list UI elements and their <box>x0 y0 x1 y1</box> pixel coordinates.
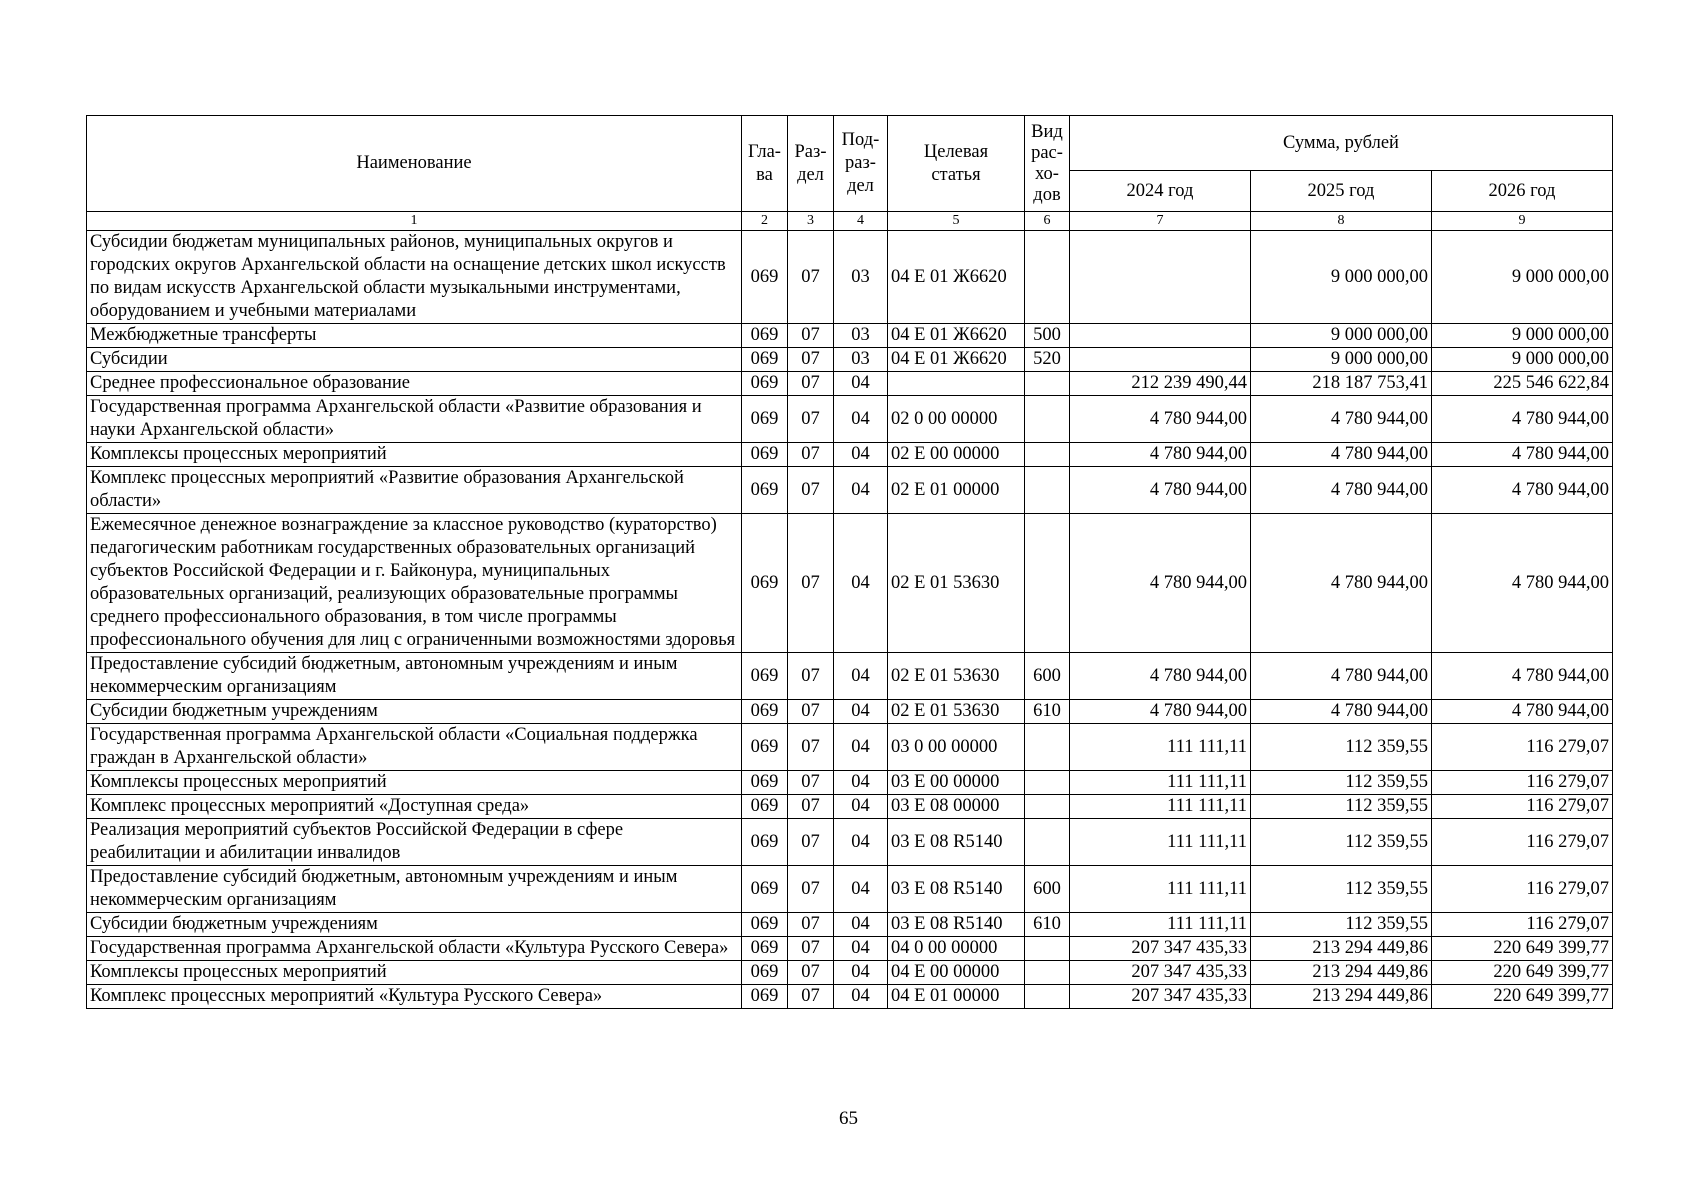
row-podrazdel: 04 <box>834 724 888 771</box>
row-amount-2024: 207 347 435,33 <box>1070 985 1251 1009</box>
column-number: 8 <box>1251 212 1432 231</box>
row-amount-2025: 4 780 944,00 <box>1251 443 1432 467</box>
column-number-row <box>87 212 1613 231</box>
header-razdel: Раз- дел <box>788 116 834 212</box>
row-name: Ежемесячное денежное вознаграждение за классное руководство (кураторство) педагогическим работникам государственных образовательных организаций субъектов Российской Федерации и г. Байконура, муниципальных образовательных организаций, реализующих образовательные программы среднего профессионального образования, в том числе программы профессионального обучения для лиц с ограниченными возможностями здоровья <box>87 514 742 653</box>
row-glava: 069 <box>742 819 788 866</box>
row-amount-2024: 4 780 944,00 <box>1070 396 1251 443</box>
row-name: Комплексы процессных мероприятий <box>87 771 742 795</box>
row-glava: 069 <box>742 795 788 819</box>
row-podrazdel: 04 <box>834 771 888 795</box>
column-number: 5 <box>888 212 1025 231</box>
row-target-article: 02 Е 01 53630 <box>888 653 1025 700</box>
row-podrazdel: 04 <box>834 700 888 724</box>
row-expense-type <box>1025 937 1070 961</box>
header-podrazdel: Под- раз- дел <box>834 116 888 212</box>
row-amount-2025: 9 000 000,00 <box>1251 348 1432 372</box>
row-amount-2026: 116 279,07 <box>1432 913 1613 937</box>
row-name: Субсидии бюджетным учреждениям <box>87 700 742 724</box>
row-expense-type <box>1025 372 1070 396</box>
row-amount-2025: 112 359,55 <box>1251 724 1432 771</box>
row-glava: 069 <box>742 653 788 700</box>
row-amount-2025: 4 780 944,00 <box>1251 467 1432 514</box>
column-number: 7 <box>1070 212 1251 231</box>
table-row <box>87 913 1613 937</box>
row-amount-2025: 4 780 944,00 <box>1251 700 1432 724</box>
row-name: Государственная программа Архангельской области «Развитие образования и науки Архангельской области» <box>87 396 742 443</box>
row-amount-2026: 225 546 622,84 <box>1432 372 1613 396</box>
row-target-article: 04 Е 01 Ж6620 <box>888 348 1025 372</box>
row-name: Государственная программа Архангельской области «Культура Русского Севера» <box>87 937 742 961</box>
row-amount-2026: 9 000 000,00 <box>1432 348 1613 372</box>
table-row <box>87 771 1613 795</box>
row-expense-type <box>1025 961 1070 985</box>
column-number: 3 <box>788 212 834 231</box>
row-amount-2024: 111 111,11 <box>1070 771 1251 795</box>
row-name: Субсидии бюджетным учреждениям <box>87 913 742 937</box>
row-razdel: 07 <box>788 961 834 985</box>
column-number: 1 <box>87 212 742 231</box>
row-glava: 069 <box>742 985 788 1009</box>
row-glava: 069 <box>742 324 788 348</box>
row-glava: 069 <box>742 443 788 467</box>
row-glava: 069 <box>742 724 788 771</box>
row-target-article: 02 Е 00 00000 <box>888 443 1025 467</box>
column-number: 9 <box>1432 212 1613 231</box>
row-name: Межбюджетные трансферты <box>87 324 742 348</box>
table-row <box>87 724 1613 771</box>
row-amount-2026: 116 279,07 <box>1432 795 1613 819</box>
row-razdel: 07 <box>788 795 834 819</box>
row-expense-type: 610 <box>1025 913 1070 937</box>
row-razdel: 07 <box>788 396 834 443</box>
row-podrazdel: 04 <box>834 866 888 913</box>
row-podrazdel: 04 <box>834 514 888 653</box>
row-podrazdel: 04 <box>834 961 888 985</box>
row-amount-2025: 213 294 449,86 <box>1251 985 1432 1009</box>
row-amount-2026: 9 000 000,00 <box>1432 231 1613 324</box>
row-amount-2026: 116 279,07 <box>1432 724 1613 771</box>
row-razdel: 07 <box>788 372 834 396</box>
row-podrazdel: 04 <box>834 653 888 700</box>
row-amount-2025: 213 294 449,86 <box>1251 937 1432 961</box>
row-name: Комплекс процессных мероприятий «Культура Русского Севера» <box>87 985 742 1009</box>
row-amount-2024: 4 780 944,00 <box>1070 653 1251 700</box>
row-amount-2026: 116 279,07 <box>1432 771 1613 795</box>
row-expense-type <box>1025 795 1070 819</box>
table-row <box>87 819 1613 866</box>
table-row <box>87 985 1613 1009</box>
row-podrazdel: 03 <box>834 324 888 348</box>
row-target-article: 03 Е 08 R5140 <box>888 866 1025 913</box>
row-expense-type <box>1025 819 1070 866</box>
row-amount-2024: 111 111,11 <box>1070 724 1251 771</box>
row-target-article: 03 Е 00 00000 <box>888 771 1025 795</box>
row-amount-2026: 9 000 000,00 <box>1432 324 1613 348</box>
row-target-article: 02 Е 01 53630 <box>888 700 1025 724</box>
row-podrazdel: 04 <box>834 467 888 514</box>
row-podrazdel: 04 <box>834 372 888 396</box>
column-number: 6 <box>1025 212 1070 231</box>
column-number: 2 <box>742 212 788 231</box>
row-razdel: 07 <box>788 866 834 913</box>
row-amount-2026: 4 780 944,00 <box>1432 700 1613 724</box>
row-razdel: 07 <box>788 937 834 961</box>
row-target-article: 02 Е 01 00000 <box>888 467 1025 514</box>
row-target-article: 02 0 00 00000 <box>888 396 1025 443</box>
row-razdel: 07 <box>788 514 834 653</box>
row-razdel: 07 <box>788 231 834 324</box>
header-year-2026: 2026 год <box>1432 171 1613 212</box>
row-expense-type: 600 <box>1025 653 1070 700</box>
table-row <box>87 866 1613 913</box>
row-glava: 069 <box>742 913 788 937</box>
table-row <box>87 961 1613 985</box>
row-amount-2026: 220 649 399,77 <box>1432 937 1613 961</box>
table-body <box>87 231 1613 1009</box>
row-target-article: 03 Е 08 00000 <box>888 795 1025 819</box>
row-expense-type <box>1025 724 1070 771</box>
header-year-2025: 2025 год <box>1251 171 1432 212</box>
row-amount-2024 <box>1070 231 1251 324</box>
row-amount-2025: 4 780 944,00 <box>1251 653 1432 700</box>
row-glava: 069 <box>742 396 788 443</box>
table-row <box>87 443 1613 467</box>
row-name: Комплекс процессных мероприятий «Доступная среда» <box>87 795 742 819</box>
row-expense-type <box>1025 771 1070 795</box>
table-row <box>87 653 1613 700</box>
table-row <box>87 396 1613 443</box>
row-amount-2024: 111 111,11 <box>1070 819 1251 866</box>
row-razdel: 07 <box>788 348 834 372</box>
table-row <box>87 514 1613 653</box>
row-name: Государственная программа Архангельской области «Социальная поддержка граждан в Архангельской области» <box>87 724 742 771</box>
row-target-article: 02 Е 01 53630 <box>888 514 1025 653</box>
row-razdel: 07 <box>788 724 834 771</box>
row-name: Субсидии <box>87 348 742 372</box>
row-amount-2024: 4 780 944,00 <box>1070 700 1251 724</box>
row-podrazdel: 04 <box>834 795 888 819</box>
row-amount-2026: 4 780 944,00 <box>1432 396 1613 443</box>
table-row <box>87 348 1613 372</box>
row-razdel: 07 <box>788 653 834 700</box>
row-glava: 069 <box>742 771 788 795</box>
row-amount-2024: 207 347 435,33 <box>1070 961 1251 985</box>
row-podrazdel: 04 <box>834 819 888 866</box>
row-target-article: 04 Е 01 00000 <box>888 985 1025 1009</box>
row-razdel: 07 <box>788 985 834 1009</box>
row-name: Комплексы процессных мероприятий <box>87 961 742 985</box>
row-razdel: 07 <box>788 324 834 348</box>
table-row <box>87 795 1613 819</box>
row-expense-type <box>1025 231 1070 324</box>
row-razdel: 07 <box>788 771 834 795</box>
row-glava: 069 <box>742 961 788 985</box>
row-name: Реализация мероприятий субъектов Российской Федерации в сфере реабилитации и абилитации инвалидов <box>87 819 742 866</box>
row-amount-2024: 111 111,11 <box>1070 913 1251 937</box>
row-amount-2025: 112 359,55 <box>1251 819 1432 866</box>
row-amount-2025: 218 187 753,41 <box>1251 372 1432 396</box>
row-amount-2026: 4 780 944,00 <box>1432 514 1613 653</box>
row-expense-type <box>1025 985 1070 1009</box>
row-amount-2026: 4 780 944,00 <box>1432 443 1613 467</box>
table-row <box>87 231 1613 324</box>
row-name: Субсидии бюджетам муниципальных районов, муниципальных округов и городских округов Архангельской области на оснащение детских школ искусств по видам искусств Архангельской области музыкальными инструментами, оборудованием и учебными материалами <box>87 231 742 324</box>
row-amount-2024: 4 780 944,00 <box>1070 514 1251 653</box>
row-glava: 069 <box>742 700 788 724</box>
row-glava: 069 <box>742 514 788 653</box>
row-name: Предоставление субсидий бюджетным, автономным учреждениям и иным некоммерческим организациям <box>87 866 742 913</box>
header-target-article: Целевая статья <box>888 116 1025 212</box>
row-amount-2024: 4 780 944,00 <box>1070 467 1251 514</box>
row-glava: 069 <box>742 372 788 396</box>
row-glava: 069 <box>742 937 788 961</box>
table-row <box>87 467 1613 514</box>
row-target-article: 03 Е 08 R5140 <box>888 913 1025 937</box>
page-number: 65 <box>839 1108 858 1129</box>
row-target-article: 04 Е 01 Ж6620 <box>888 231 1025 324</box>
row-podrazdel: 03 <box>834 348 888 372</box>
row-name: Комплекс процессных мероприятий «Развитие образования Архангельской области» <box>87 467 742 514</box>
row-glava: 069 <box>742 348 788 372</box>
row-expense-type: 500 <box>1025 324 1070 348</box>
row-target-article <box>888 372 1025 396</box>
row-razdel: 07 <box>788 700 834 724</box>
row-name: Среднее профессиональное образование <box>87 372 742 396</box>
row-expense-type: 600 <box>1025 866 1070 913</box>
row-amount-2026: 4 780 944,00 <box>1432 653 1613 700</box>
row-name: Комплексы процессных мероприятий <box>87 443 742 467</box>
row-glava: 069 <box>742 467 788 514</box>
row-amount-2025: 9 000 000,00 <box>1251 231 1432 324</box>
row-name: Предоставление субсидий бюджетным, автономным учреждениям и иным некоммерческим организациям <box>87 653 742 700</box>
row-podrazdel: 03 <box>834 231 888 324</box>
row-amount-2026: 220 649 399,77 <box>1432 985 1613 1009</box>
row-podrazdel: 04 <box>834 396 888 443</box>
row-amount-2025: 112 359,55 <box>1251 913 1432 937</box>
row-glava: 069 <box>742 231 788 324</box>
row-expense-type <box>1025 467 1070 514</box>
header-year-2024: 2024 год <box>1070 171 1251 212</box>
row-razdel: 07 <box>788 913 834 937</box>
row-target-article: 03 Е 08 R5140 <box>888 819 1025 866</box>
row-expense-type <box>1025 396 1070 443</box>
row-podrazdel: 04 <box>834 985 888 1009</box>
header-expense-type: Вид рас- хо- дов <box>1025 116 1070 212</box>
row-expense-type: 610 <box>1025 700 1070 724</box>
row-amount-2026: 220 649 399,77 <box>1432 961 1613 985</box>
row-amount-2025: 9 000 000,00 <box>1251 324 1432 348</box>
row-podrazdel: 04 <box>834 443 888 467</box>
table-header <box>87 116 1613 231</box>
row-amount-2024 <box>1070 348 1251 372</box>
column-number: 4 <box>834 212 888 231</box>
row-amount-2025: 4 780 944,00 <box>1251 396 1432 443</box>
row-target-article: 04 0 00 00000 <box>888 937 1025 961</box>
row-razdel: 07 <box>788 467 834 514</box>
row-amount-2024: 111 111,11 <box>1070 795 1251 819</box>
row-podrazdel: 04 <box>834 937 888 961</box>
row-amount-2025: 213 294 449,86 <box>1251 961 1432 985</box>
row-amount-2024 <box>1070 324 1251 348</box>
row-amount-2025: 112 359,55 <box>1251 866 1432 913</box>
row-amount-2024: 212 239 490,44 <box>1070 372 1251 396</box>
row-target-article: 04 Е 00 00000 <box>888 961 1025 985</box>
table-row <box>87 324 1613 348</box>
row-amount-2024: 207 347 435,33 <box>1070 937 1251 961</box>
row-target-article: 03 0 00 00000 <box>888 724 1025 771</box>
row-expense-type <box>1025 514 1070 653</box>
row-amount-2025: 112 359,55 <box>1251 795 1432 819</box>
row-amount-2024: 4 780 944,00 <box>1070 443 1251 467</box>
row-amount-2026: 4 780 944,00 <box>1432 467 1613 514</box>
header-name: Наименование <box>87 116 742 212</box>
row-amount-2024: 111 111,11 <box>1070 866 1251 913</box>
table-row <box>87 700 1613 724</box>
row-amount-2025: 112 359,55 <box>1251 771 1432 795</box>
table-row <box>87 372 1613 396</box>
header-glava: Гла- ва <box>742 116 788 212</box>
budget-table <box>86 115 1613 1009</box>
row-expense-type <box>1025 443 1070 467</box>
row-amount-2026: 116 279,07 <box>1432 819 1613 866</box>
table-row <box>87 937 1613 961</box>
header-sum: Сумма, рублей <box>1070 116 1613 171</box>
row-target-article: 04 Е 01 Ж6620 <box>888 324 1025 348</box>
row-expense-type: 520 <box>1025 348 1070 372</box>
row-podrazdel: 04 <box>834 913 888 937</box>
row-razdel: 07 <box>788 819 834 866</box>
row-amount-2025: 4 780 944,00 <box>1251 514 1432 653</box>
row-amount-2026: 116 279,07 <box>1432 866 1613 913</box>
row-glava: 069 <box>742 866 788 913</box>
row-razdel: 07 <box>788 443 834 467</box>
